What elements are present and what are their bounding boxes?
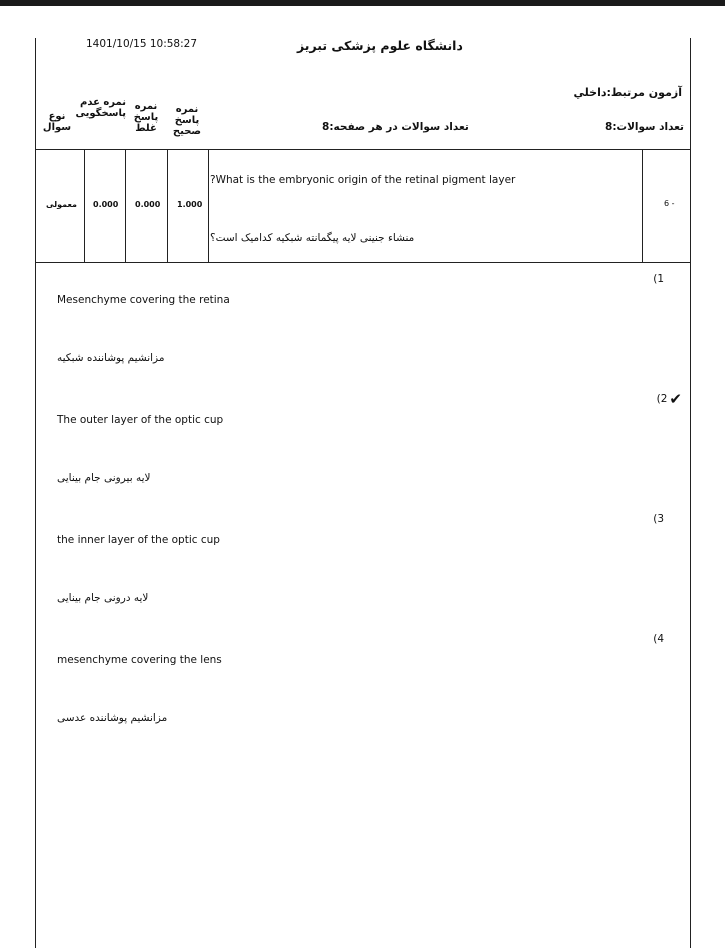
top-border xyxy=(0,0,725,6)
option-2-number: (2 ✔ xyxy=(656,390,682,408)
question-number: 6 - xyxy=(664,199,675,208)
column-divider xyxy=(167,149,168,262)
university-title: دانشگاه علوم پزشکی تبریز xyxy=(297,38,463,53)
option-1-text-fa: مزانشیم پوشاننده شبکیه xyxy=(57,352,165,364)
option-1-text-en: Mesenchyme covering the retina xyxy=(57,294,230,306)
question-text-fa: منشاء جنینی لایه پیگمانته شبکیه کدامیک است؟ xyxy=(210,232,415,244)
timestamp: 1401/10/15 10:58:27 xyxy=(86,38,198,50)
option-1-number: (1 xyxy=(653,273,664,285)
question-type-cell: معمولی xyxy=(46,200,77,209)
option-3-number: (3 xyxy=(653,513,664,525)
column-divider xyxy=(84,149,85,262)
column-divider xyxy=(642,149,643,262)
option-3-text-fa: لایه درونی جام بینایی xyxy=(57,592,149,604)
option-2-text-en: The outer layer of the optic cup xyxy=(57,414,224,426)
questions-per-page: تعداد سوالات در هر صفحه:8 xyxy=(322,121,469,133)
wrong-score-cell: 0.000 xyxy=(135,200,161,209)
option-3-text-en: the inner layer of the optic cup xyxy=(57,534,220,546)
table-bottom-border xyxy=(35,262,690,263)
correct-score-cell: 1.000 xyxy=(177,200,203,209)
header-no-answer-score: نمره عدم پاسخگویی xyxy=(75,97,126,119)
question-text-en: ?What is the embryonic origin of the retinal pigment layer xyxy=(210,174,516,186)
no-answer-score-cell: 0.000 xyxy=(93,200,119,209)
option-2-text-fa: لایه بیرونی جام بینایی xyxy=(57,472,151,484)
header-wrong-score: نمره پاسخ غلط xyxy=(133,101,159,134)
column-divider xyxy=(208,149,209,262)
option-4-text-en: mesenchyme covering the lens xyxy=(57,654,222,666)
option-4-text-fa: مزانشیم پوشاننده عدسی xyxy=(57,712,168,724)
header-correct-score: نمره پاسخ صحیح xyxy=(172,104,202,137)
table-top-border xyxy=(35,149,690,150)
option-4-number: (4 xyxy=(653,633,664,645)
exam-label: آزمون مرتبط:داخلي xyxy=(573,86,682,99)
question-count: تعداد سوالات:8 xyxy=(605,121,684,133)
column-divider xyxy=(125,149,126,262)
checkmark-icon: ✔ xyxy=(669,390,682,408)
header-question-type: نوع سوال xyxy=(42,111,72,133)
